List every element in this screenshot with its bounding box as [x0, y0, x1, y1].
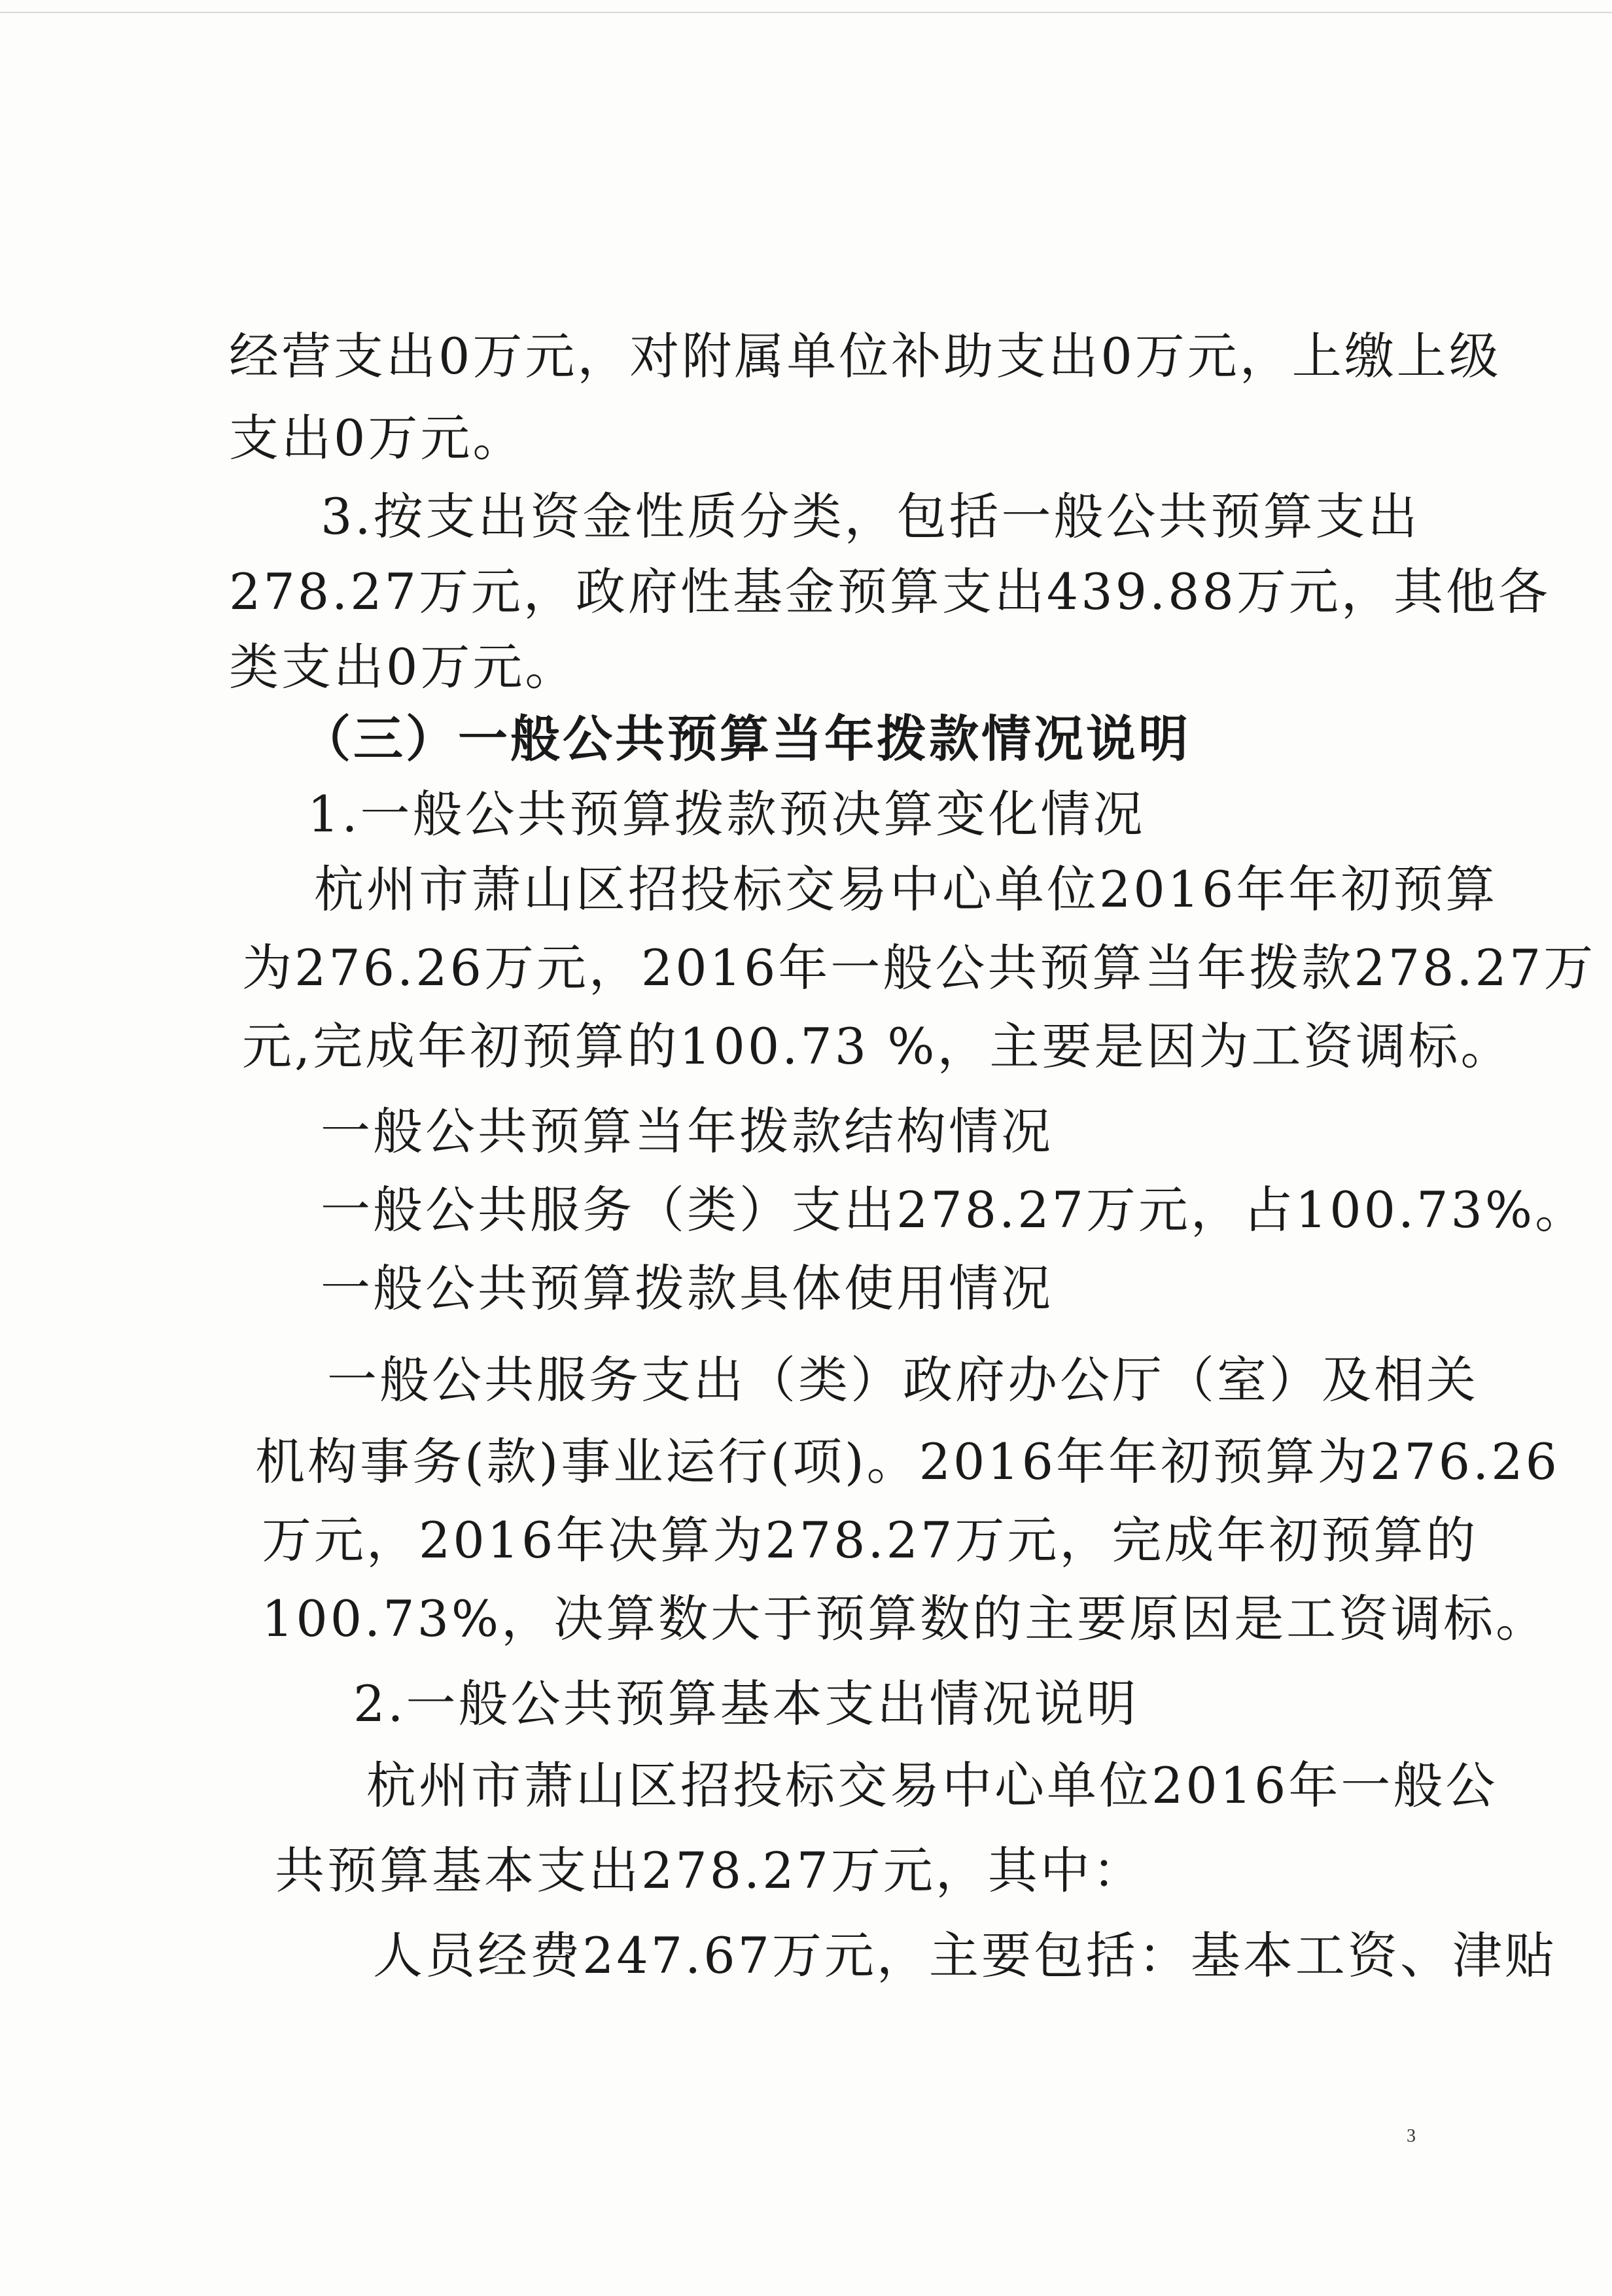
text-line: 杭州市萧山区招投标交易中心单位2016年年初预算	[314, 860, 1498, 918]
page-number: 3	[1407, 2126, 1416, 2146]
text-line: 元,完成年初预算的100.73 %，主要是因为工资调标。	[242, 1017, 1513, 1075]
text-line: 支出0万元。	[229, 409, 525, 467]
text-line: 万元，2016年决算为278.27万元，完成年初预算的	[262, 1511, 1479, 1569]
text-line: 一般公共服务支出（类）政府办公厅（室）及相关	[327, 1351, 1479, 1409]
subsection-title: 1.一般公共预算拨款预决算变化情况	[307, 785, 1146, 843]
subsection-title: 一般公共预算拨款具体使用情况	[321, 1259, 1053, 1317]
text-line: 3.按支出资金性质分类，包括一般公共预算支出	[321, 487, 1420, 546]
section-heading: （三）一般公共预算当年拨款情况说明	[301, 710, 1191, 768]
text-line: 一般公共服务（类）支出278.27万元，占100.73%。	[321, 1181, 1588, 1239]
subsection-title: 一般公共预算当年拨款结构情况	[321, 1102, 1053, 1160]
text-line: 类支出0万元。	[229, 638, 578, 696]
text-line: 100.73%，决算数大于预算数的主要原因是工资调标。	[262, 1590, 1549, 1648]
scan-edge	[0, 12, 1612, 13]
text-line: 经营支出0万元，对附属单位补助支出0万元，上缴上级	[229, 327, 1501, 385]
text-line: 278.27万元，政府性基金预算支出439.88万元，其他各	[229, 563, 1551, 621]
text-line: 人员经费247.67万元，主要包括：基本工资、津贴	[373, 1926, 1557, 1985]
text-line: 为276.26万元，2016年一般公共预算当年拨款278.27万	[242, 939, 1596, 997]
text-line: 机构事务(款)事业运行(项)。2016年年初预算为276.26	[255, 1433, 1560, 1491]
text-line: 杭州市萧山区招投标交易中心单位2016年一般公	[366, 1756, 1498, 1815]
subsection-title: 2.一般公共预算基本支出情况说明	[353, 1675, 1139, 1733]
text-line: 共预算基本支出278.27万元，其中：	[275, 1841, 1145, 1900]
